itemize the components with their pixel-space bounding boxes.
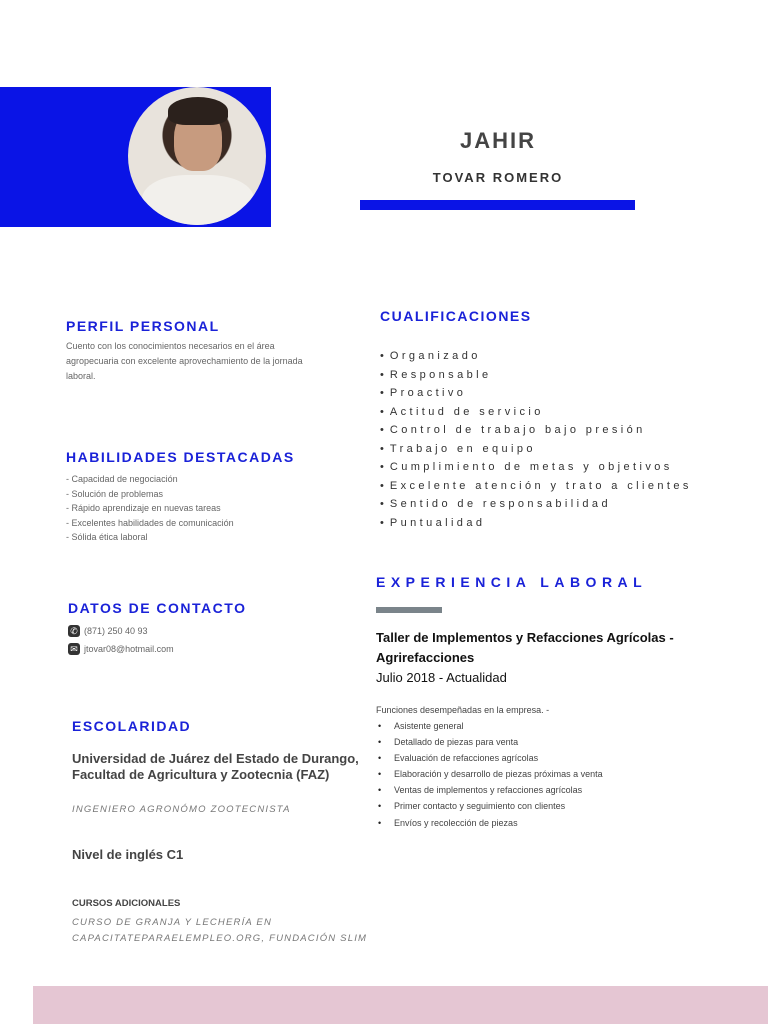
footer-band xyxy=(33,986,768,1024)
escolaridad-degree: INGENIERO AGRONÓMO ZOOTECNISTA xyxy=(72,804,291,815)
list-item: • Detallado de piezas para venta xyxy=(376,734,603,750)
list-item: • Organizado xyxy=(380,347,692,366)
phone-icon: ✆ xyxy=(68,625,80,637)
perfil-text: Cuento con los conocimientos necesarios en el área agropecuaria con excelente aprovechamiento de la jornada laboral. xyxy=(66,341,303,381)
list-item: • Primer contacto y seguimiento con clientes xyxy=(376,798,603,814)
list-item: • Actitud de servicio xyxy=(380,403,692,422)
list-item: • Ventas de implementos y refacciones agrícolas xyxy=(376,782,603,798)
phone-text: (871) 250 40 93 xyxy=(84,626,148,636)
list-item: • Proactivo xyxy=(380,384,692,403)
list-item: - Rápido aprendizaje en nuevas tareas xyxy=(66,503,221,513)
contact-email xyxy=(68,643,174,655)
cualificaciones-list xyxy=(380,347,692,532)
escolaridad-title: ESCOLARIDAD xyxy=(72,718,192,734)
experiencia-company: Taller de Implementos y Refacciones Agrícolas - Agrirefacciones xyxy=(376,630,674,665)
experiencia-period: Julio 2018 - Actualidad xyxy=(376,670,507,685)
contact-phone xyxy=(68,625,148,637)
profile-photo xyxy=(128,87,266,225)
list-item: • Elaboración y desarrollo de piezas próximas a venta xyxy=(376,766,603,782)
name-underline-bar xyxy=(360,200,635,210)
experiencia-divider xyxy=(376,607,442,613)
english-level: Nivel de inglés C1 xyxy=(72,847,184,862)
list-item: - Excelentes habilidades de comunicación xyxy=(66,517,234,528)
experiencia-list xyxy=(376,718,603,831)
list-item: - Sólida ética laboral xyxy=(66,532,148,542)
list-item: • Responsable xyxy=(380,366,692,385)
email-text: jtovar08@hotmail.com xyxy=(84,644,174,654)
list-item: • Control de trabajo bajo presión xyxy=(380,421,692,440)
habilidades-list xyxy=(66,472,234,545)
first-name: JAHIR xyxy=(459,128,536,153)
list-item: • Evaluación de refacciones agrícolas xyxy=(376,750,603,766)
cursos-title: CURSOS ADICIONALES xyxy=(72,898,181,909)
habilidades-title: HABILIDADES DESTACADAS xyxy=(66,449,295,465)
list-item: • Envíos y recolección de piezas xyxy=(376,815,603,831)
escolaridad-university: Universidad de Juárez del Estado de Durango, Facultad de Agricultura y Zootecnia (FAZ) xyxy=(72,751,359,782)
list-item: - Solución de problemas xyxy=(66,488,164,499)
list-item: • Excelente atención y trato a clientes xyxy=(380,477,692,496)
contacto-title: DATOS DE CONTACTO xyxy=(68,600,247,616)
list-item: • Trabajo en equipo xyxy=(380,440,692,459)
email-icon: ✉ xyxy=(68,643,80,655)
experiencia-title: EXPERIENCIA LABORAL xyxy=(376,574,648,590)
list-item: • Asistente general xyxy=(376,718,603,734)
list-item: - Capacidad de negociación xyxy=(66,474,178,484)
cualificaciones-title: CUALIFICACIONES xyxy=(380,308,532,324)
last-name: TOVAR ROMERO xyxy=(432,170,564,185)
perfil-title: PERFIL PERSONAL xyxy=(66,318,220,334)
list-item: • Cumplimiento de metas y objetivos xyxy=(380,458,692,477)
experiencia-intro: Funciones desempeñadas en la empresa. - xyxy=(376,705,550,715)
cursos-text: CURSO DE GRANJA Y LECHERÍA EN CAPACITATEPARAELEMPLEO.ORG, FUNDACIÓN SLIM xyxy=(72,917,368,944)
list-item: • Sentido de responsabilidad xyxy=(380,495,692,514)
list-item: • Puntualidad xyxy=(380,514,692,533)
